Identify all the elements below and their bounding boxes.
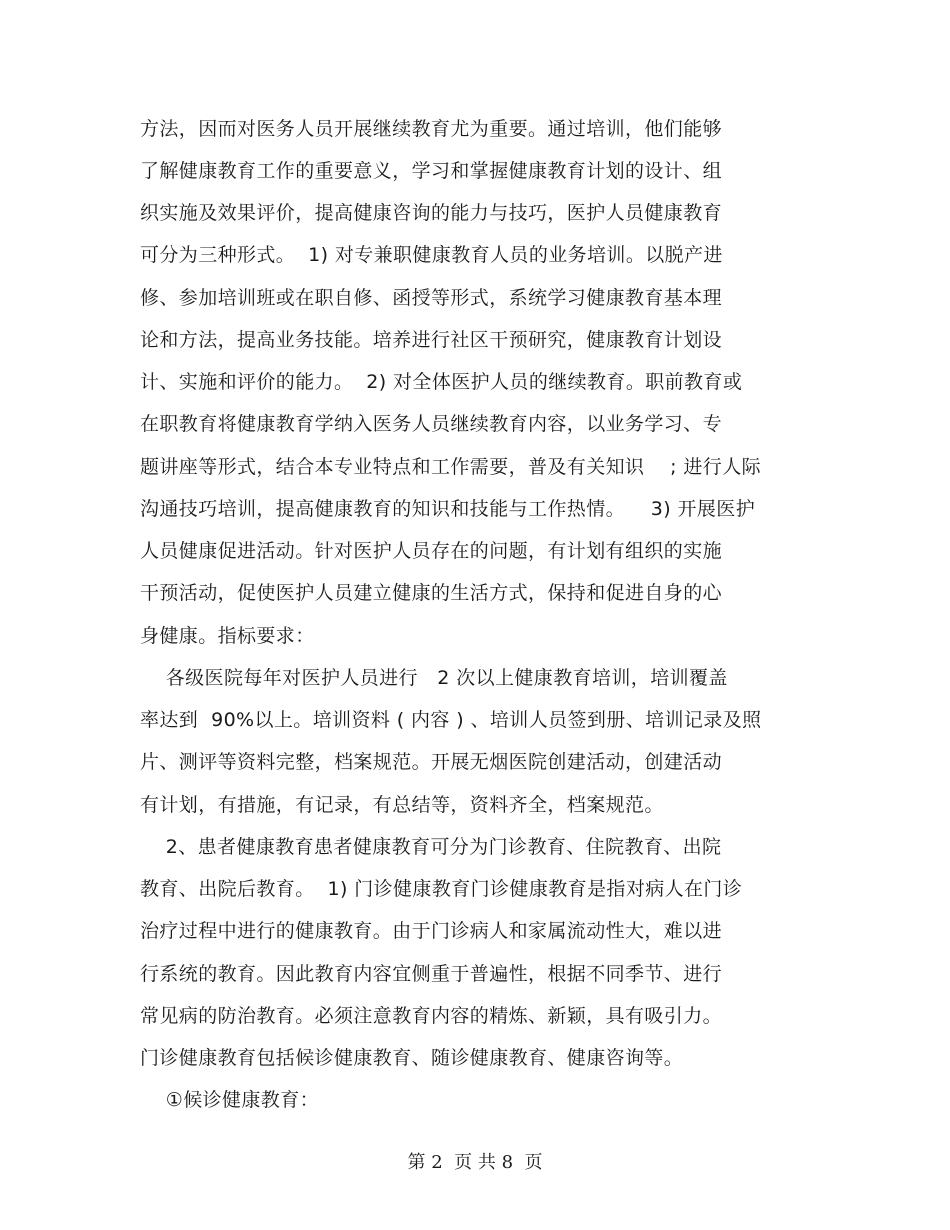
body-text-line: 干预活动，促使医护人员建立健康的生活方式，保持和促进自身的心 xyxy=(140,582,723,604)
body-text-line: 可分为三种形式。 1) 对专兼职健康教育人员的业务培训。以脱产进 xyxy=(140,244,723,266)
body-text-line: 行系统的教育。因此教育内容宜侧重于普遍性，根据不同季节、进行 xyxy=(140,963,723,985)
body-text-line: 沟通技巧培训，提高健康教育的知识和技能与工作热情。 3) 开展医护 xyxy=(140,498,756,520)
body-text-line: 各级医院每年对医护人员进行 2 次以上健康教育培训，培训覆盖 xyxy=(140,667,728,689)
body-text-line: 论和方法，提高业务技能。培养进行社区干预研究，健康教育计划设 xyxy=(140,329,723,351)
page-number-footer: 第 2 页 共 8 页 xyxy=(407,1152,543,1173)
body-text-line: 率达到 90%以上。培训资料 ( 内容 ) 、培训人员签到册、培训记录及照 xyxy=(140,709,762,731)
body-text-line: 片、测评等资料完整，档案规范。开展无烟医院创建活动，创建活动 xyxy=(140,751,723,773)
body-text-line: ①候诊健康教育： xyxy=(140,1089,319,1111)
body-text-line: 在职教育将健康教育学纳入医务人员继续教育内容，以业务学习、专 xyxy=(140,413,723,435)
body-text-line: 计、实施和评价的能力。 2) 对全体医护人员的继续教育。职前教育或 xyxy=(140,371,743,393)
body-text-line: 常见病的防治教育。必须注意教育内容的精炼、新颖，具有吸引力。 xyxy=(140,1005,723,1027)
body-text-line: 身健康。指标要求： xyxy=(140,625,315,647)
body-text-line: 2、患者健康教育患者健康教育可分为门诊教育、住院教育、出院 xyxy=(140,836,722,858)
body-text-line: 题讲座等形式，结合本专业特点和工作需要，普及有关知识 ; 进行人际 xyxy=(140,456,762,478)
body-text-line: 修、参加培训班或在职自修、函授等形式，系统学习健康教育基本理 xyxy=(140,287,723,309)
body-text-line: 方法，因而对医务人员开展继续教育尤为重要。通过培训，他们能够 xyxy=(140,118,723,140)
body-text-line: 治疗过程中进行的健康教育。由于门诊病人和家属流动性大，难以进 xyxy=(140,920,723,942)
body-text-line: 人员健康促进活动。针对医护人员存在的问题，有计划有组织的实施 xyxy=(140,540,723,562)
body-text-line: 有计划，有措施，有记录，有总结等，资料齐全，档案规范。 xyxy=(140,794,664,816)
body-text-line: 教育、出院后教育。 1) 门诊健康教育门诊健康教育是指对病人在门诊 xyxy=(140,878,743,900)
body-text-line: 织实施及效果评价，提高健康咨询的能力与技巧，医护人员健康教育 xyxy=(140,202,723,224)
body-text-line: 了解健康教育工作的重要意义，学习和掌握健康教育计划的设计、组 xyxy=(140,160,723,182)
body-text-line: 门诊健康教育包括候诊健康教育、随诊健康教育、健康咨询等。 xyxy=(140,1047,684,1069)
